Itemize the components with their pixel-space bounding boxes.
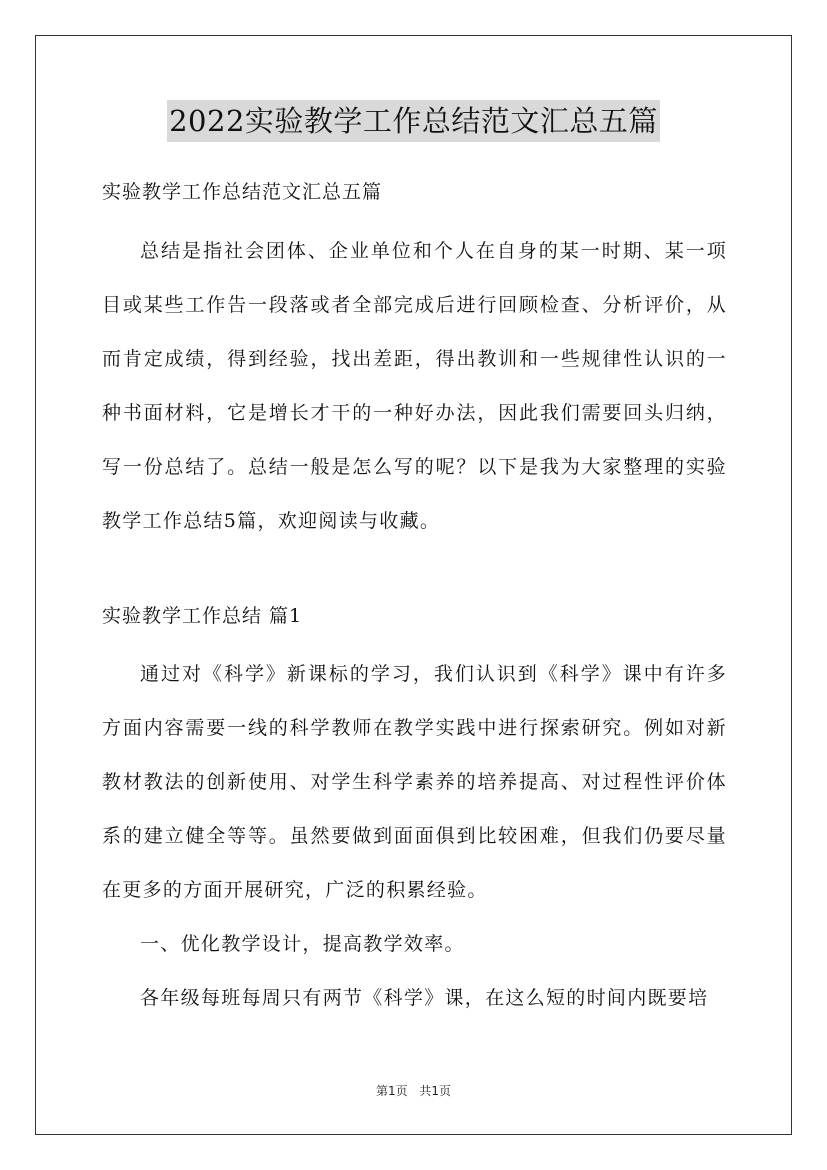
page-footer xyxy=(0,1082,827,1099)
document-body xyxy=(102,174,727,1025)
intro-paragraph: 总结是指社会团体、企业单位和个人在自身的某一时期、某一项目或某些工作告一段落或者全部完成后进行回顾检查、分析评价，从而肯定成绩，得到经验，找出差距，得出教训和一些规律性认识的一种书面材料，它是增长才干的一种好办法，因此我们需要回头归纳，写一份总结了。总结一般是怎么写的呢？以下是我为大家整理的实验教学工作总结5篇，欢迎阅读与收藏。 xyxy=(102,240,727,532)
page-total: 共1页 xyxy=(419,1084,452,1098)
title-container xyxy=(0,100,827,142)
section-body xyxy=(102,647,727,1025)
intro-paragraph-block xyxy=(102,224,727,548)
section-paragraph: 各年级每班每周只有两节《科学》课，在这么短的时间内既要培 xyxy=(140,987,709,1009)
document-title: 2022实验教学工作总结范文汇总五篇 xyxy=(167,100,660,142)
section-paragraph: 通过对《科学》新课标的学习，我们认识到《科学》课中有许多方面内容需要一线的科学教师在教学实践中进行探索研究。例如对新教材教法的创新使用、对学生科学素养的培养提高、对过程性评价体系的建立健全等等。虽然要做到面面俱到比较困难，但我们仍要尽量在更多的方面开展研究，广泛的积累经验。 xyxy=(102,663,727,901)
section-subheading: 一、优化教学设计，提高教学效率。 xyxy=(140,933,465,955)
page-number: 第1页 xyxy=(375,1084,408,1098)
document-subtitle: 实验教学工作总结范文汇总五篇 xyxy=(102,181,383,203)
section-heading: 实验教学工作总结 篇1 xyxy=(102,605,303,627)
